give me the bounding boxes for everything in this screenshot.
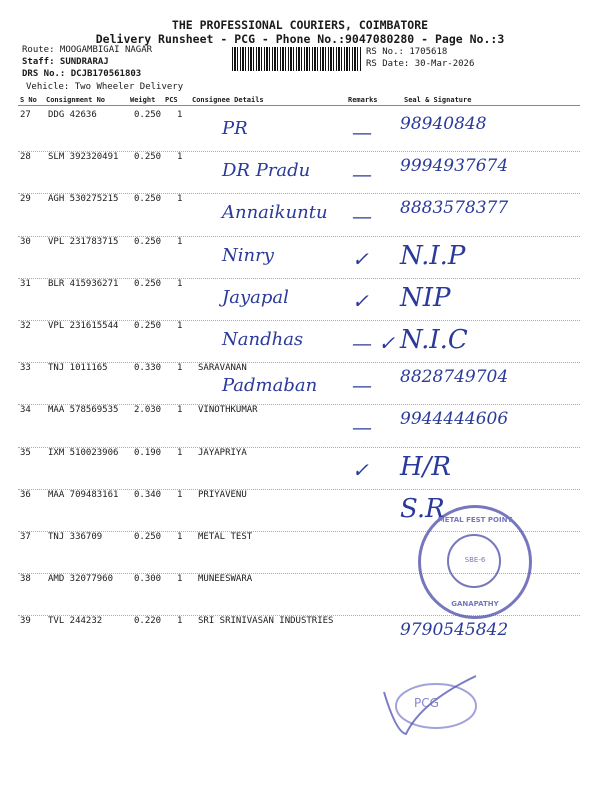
handwritten-signature: 9790545842 bbox=[400, 620, 509, 641]
row-pcs: 1 bbox=[177, 110, 183, 120]
row-weight: 0.250 bbox=[134, 194, 162, 205]
row-consignment: SLM 392320491 bbox=[48, 152, 119, 163]
row-sno: 39 bbox=[20, 616, 31, 627]
row-weight: 0.250 bbox=[134, 532, 162, 542]
row-weight: 0.250 bbox=[134, 110, 162, 120]
col-consignment: Consignment No bbox=[46, 96, 106, 104]
handwritten-consignee: DR Pradu bbox=[222, 160, 311, 182]
row-weight: 0.190 bbox=[134, 447, 162, 458]
row-consignment: MAA 578569535 bbox=[48, 405, 119, 416]
handwritten-remark: — ✓ bbox=[352, 331, 396, 355]
row-weight: 0.250 bbox=[134, 321, 162, 331]
row-pcs: 1 bbox=[177, 574, 183, 585]
row-pcs: 1 bbox=[177, 616, 183, 627]
row-sno: 38 bbox=[20, 574, 31, 585]
handwritten-remark: — bbox=[352, 415, 372, 440]
handwritten-signature: N.I.P bbox=[400, 240, 466, 271]
row-sno: 34 bbox=[20, 405, 31, 416]
handwritten-signature: N.I.C bbox=[400, 325, 468, 355]
staff-text: Staff: SUNDRARAJ bbox=[22, 57, 109, 67]
row-consignment: AGH 530275215 bbox=[48, 194, 119, 205]
row-consignment: TVL 244232 bbox=[48, 616, 103, 627]
row-sno: 36 bbox=[20, 489, 31, 500]
handwritten-signature: 9944444606 bbox=[400, 409, 509, 430]
row-consignee: PRIYAVENU bbox=[198, 489, 247, 500]
table-row bbox=[0, 152, 600, 195]
row-consignment: DDG 42636 bbox=[48, 110, 97, 120]
row-weight: 0.250 bbox=[134, 236, 162, 247]
row-consignee: SARAVANAN bbox=[198, 363, 247, 374]
stamp-top-text: METAL FEST POINT bbox=[437, 516, 513, 524]
company-title: THE PROFESSIONAL COURIERS, COIMBATORE bbox=[171, 18, 429, 32]
handwritten-signature: 9994937674 bbox=[400, 156, 509, 177]
row-pcs: 1 bbox=[177, 236, 183, 247]
table-row bbox=[0, 110, 600, 153]
table-row bbox=[0, 616, 600, 659]
table-row bbox=[0, 237, 600, 280]
row-consignee: JAYAPRIYA bbox=[198, 447, 247, 458]
row-consignee: SRI SRINIVASAN INDUSTRIES bbox=[198, 616, 334, 627]
handwritten-remark: — bbox=[352, 373, 372, 398]
row-consignment: MAA 709483161 bbox=[48, 489, 119, 500]
row-sno: 29 bbox=[20, 194, 31, 205]
row-consignee: METAL TEST bbox=[198, 532, 253, 542]
handwritten-signature: 8883578377 bbox=[400, 198, 509, 219]
col-seal: Seal & Signature bbox=[404, 96, 472, 104]
col-sno: S No bbox=[20, 96, 37, 104]
row-sno: 33 bbox=[20, 363, 31, 374]
handwritten-consignee: Annaikuntu bbox=[222, 202, 328, 224]
rs-number: RS No.: 1705618 bbox=[366, 47, 448, 57]
row-sno: 37 bbox=[20, 532, 31, 542]
row-pcs: 1 bbox=[177, 447, 183, 458]
handwritten-signature: S.R bbox=[400, 493, 445, 524]
table-row bbox=[0, 279, 600, 322]
stamp-bottom-text: GANAPATHY bbox=[451, 600, 499, 608]
row-weight: 0.340 bbox=[134, 489, 162, 500]
row-pcs: 1 bbox=[177, 363, 183, 374]
row-pcs: 1 bbox=[177, 321, 183, 331]
row-weight: 0.250 bbox=[134, 278, 162, 289]
handwritten-signature: 98940848 bbox=[400, 114, 487, 134]
rs-date: RS Date: 30-Mar-2026 bbox=[366, 59, 475, 69]
handwritten-remark: ✓ bbox=[352, 457, 369, 482]
stamp-mid-text: SBE-6 bbox=[464, 556, 486, 564]
col-consignee: Consignee Details bbox=[192, 96, 264, 104]
row-weight: 0.250 bbox=[134, 152, 162, 163]
handwritten-consignee: Jayapal bbox=[222, 286, 289, 308]
handwritten-remark: — bbox=[352, 204, 372, 229]
row-sno: 28 bbox=[20, 152, 31, 163]
row-consignment: VPL 231783715 bbox=[48, 236, 119, 247]
col-weight: Weight bbox=[130, 96, 156, 104]
handwritten-remark: — bbox=[352, 162, 372, 187]
row-sno: 27 bbox=[20, 110, 31, 120]
pcg-stamp-text: PCG bbox=[414, 696, 439, 710]
handwritten-signature: 8828749704 bbox=[400, 367, 509, 388]
table-row bbox=[0, 405, 600, 448]
handwritten-signature: H/R bbox=[400, 451, 452, 482]
row-pcs: 1 bbox=[177, 489, 183, 500]
vehicle-text: Vehicle: Two Wheeler Delivery bbox=[26, 82, 184, 92]
table-row bbox=[0, 363, 600, 406]
handwritten-remark: ✓ bbox=[352, 246, 369, 271]
row-sno: 32 bbox=[20, 321, 31, 331]
handwritten-consignee: Ninry bbox=[222, 244, 274, 266]
row-consignment: AMD 32077960 bbox=[48, 574, 114, 585]
runsheet-subtitle: Delivery Runsheet - PCG - Phone No.:9047080280 - Page No.:3 bbox=[95, 32, 505, 46]
row-weight: 0.220 bbox=[134, 616, 162, 627]
handwritten-consignee: PR bbox=[222, 118, 248, 139]
header-divider bbox=[18, 105, 580, 106]
table-row bbox=[0, 321, 600, 364]
row-sno: 35 bbox=[20, 447, 31, 458]
row-weight: 2.030 bbox=[134, 405, 162, 416]
handwritten-consignee: Padmaban bbox=[222, 375, 318, 397]
row-consignment: BLR 415936271 bbox=[48, 278, 119, 289]
row-weight: 0.300 bbox=[134, 574, 162, 585]
row-consignment: TNJ 336709 bbox=[48, 532, 103, 542]
handwritten-remark: ✓ bbox=[352, 288, 369, 313]
row-sno: 30 bbox=[20, 236, 31, 247]
handwritten-remark: — bbox=[352, 120, 372, 144]
row-pcs: 1 bbox=[177, 405, 183, 416]
row-consignment: TNJ 1011165 bbox=[48, 363, 108, 374]
row-consignment: VPL 231615544 bbox=[48, 321, 119, 331]
barcode bbox=[232, 47, 362, 71]
handwritten-signature: NIP bbox=[400, 282, 451, 313]
col-pcs: PCS bbox=[165, 96, 178, 104]
row-pcs: 1 bbox=[177, 152, 183, 163]
table-row bbox=[0, 194, 600, 237]
col-remarks: Remarks bbox=[348, 96, 378, 104]
row-pcs: 1 bbox=[177, 532, 183, 542]
row-consignee: MUNEESWARA bbox=[198, 574, 253, 585]
row-consignee: VINOTHKUMAR bbox=[198, 405, 258, 416]
row-consignment: IXM 510023906 bbox=[48, 447, 119, 458]
drs-number: DRS No.: DCJB170561803 bbox=[22, 69, 142, 79]
round-seal-stamp bbox=[418, 505, 532, 619]
row-weight: 0.330 bbox=[134, 363, 162, 374]
row-pcs: 1 bbox=[177, 278, 183, 289]
row-pcs: 1 bbox=[177, 194, 183, 205]
row-sno: 31 bbox=[20, 278, 31, 289]
handwritten-consignee: Nandhas bbox=[222, 329, 304, 350]
table-row bbox=[0, 448, 600, 491]
route-text: Route: MOOGAMBIGAI NAGAR bbox=[22, 45, 153, 55]
